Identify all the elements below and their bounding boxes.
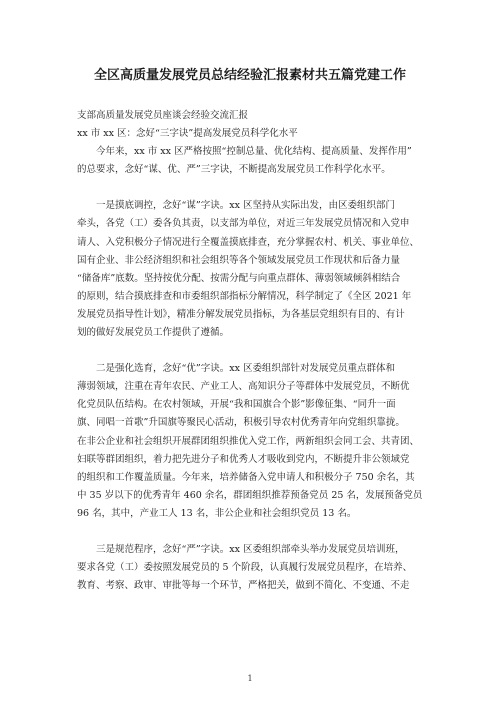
paragraph-line: 请人、入党积极分子情况进行全覆盖摸底排查，充分掌握农村、机关、事业单位、 (77, 236, 420, 248)
paragraph-line: 96 名，其中，产业工人 13 名，非公企业和社会组织党员 13 名。 (77, 507, 357, 519)
paragraph-line: 牵头，各党（工）委各负其责，以支部为单位，对近三年发展党员情况和入党申 (77, 218, 410, 230)
paragraph-line: 一是摸底调控，念好“谋”字诀。xx 区坚持从实际出发，由区委组织部门 (96, 200, 395, 212)
paragraph-3 (77, 360, 427, 523)
paragraph-line: 的总要求，念好“谋、优、严”三字诀，不断提高发展党员工作科学化水平。 (77, 164, 391, 176)
paragraph-line: 中 35 岁以下的优秀青年 460 余名，群团组织推荐预备党员 25 名，发展预备党员 (77, 489, 423, 501)
document-body (77, 107, 427, 595)
paragraph-line: 教育、考察、政审、审批等每一个环节，严格把关，做到不简化、不变通、不走 (77, 580, 410, 592)
paragraph-2 (77, 197, 427, 342)
paragraph-line: 旗、同唱一首歌”升国旗等聚民心活动，积极引导农村优秀青年向党组织靠拢。 (77, 417, 405, 429)
subtitle: 支部高质量发展党员座谈会经验交流汇报 (77, 110, 249, 121)
paragraph-line: 三是规范程序，念好“严”字诀。xx 区委组织部牵头举办发展党员培训班， (96, 543, 405, 555)
paragraph-line: 的原则，结合摸底排查和市委组织部指标分解情况，科学制定了《全区 2021 年 (77, 290, 412, 302)
paragraph-line: “储备库”底数。坚持按优分配、按需分配与向重点群体、薄弱领域倾斜相结合 (77, 272, 401, 284)
paragraph-line: 在非公企业和社会组织开展群团组织推优入党工作，两新组织会同工会、共青团、 (77, 435, 420, 447)
paragraph-line: 的组织和工作覆盖质量。今年来，培养储备入党申请人和积极分子 750 余名，其 (77, 471, 415, 483)
author-line: xx 市 xx 区：念好“三字诀”提高发展党员科学化水平 (77, 128, 298, 140)
paragraph-1 (77, 143, 427, 179)
paragraph-line: 薄弱领域，注重在青年农民、产业工人、高知识分子等群体中发展党员，不断优 (77, 381, 410, 393)
page-number: 1 (247, 674, 253, 683)
paragraph-line: 发展党员指导性计划》，精准分解发展党员指标，为各基层党组织有目的、有计 (77, 308, 405, 320)
paragraph-line: 要求各党（工）委按照发展党员的 5 个阶段，认真履行发展党员程序，在培养、 (77, 562, 413, 574)
paragraph-line: 今年来，xx 市 xx 区严格按照“控制总量、优化结构、提高质量、发挥作用” (96, 146, 412, 158)
document-title: 全区高质量发展党员总结经验汇报素材共五篇党建工作 (93, 68, 406, 83)
paragraph-line: 妇联等群团组织，着力把先进分子和优秀人才吸收到党内，不断提升非公领域党 (77, 453, 410, 465)
paragraph-line: 化党员队伍结构。在农村领域，开展“我和国旗合个影”影像征集、“同升一面 (77, 399, 396, 411)
paragraph-line: 二是强化选育，念好“优”字诀。xx 区委组织部针对发展党员重点群体和 (96, 363, 395, 375)
paragraph-line: 国有企业、非公经济组织和社会组织等各个领域发展党员工作现状和后备力量 (77, 254, 401, 266)
paragraph-4 (77, 541, 427, 595)
paragraph-line: 划的做好发展党员工作提供了遵循。 (77, 327, 230, 339)
